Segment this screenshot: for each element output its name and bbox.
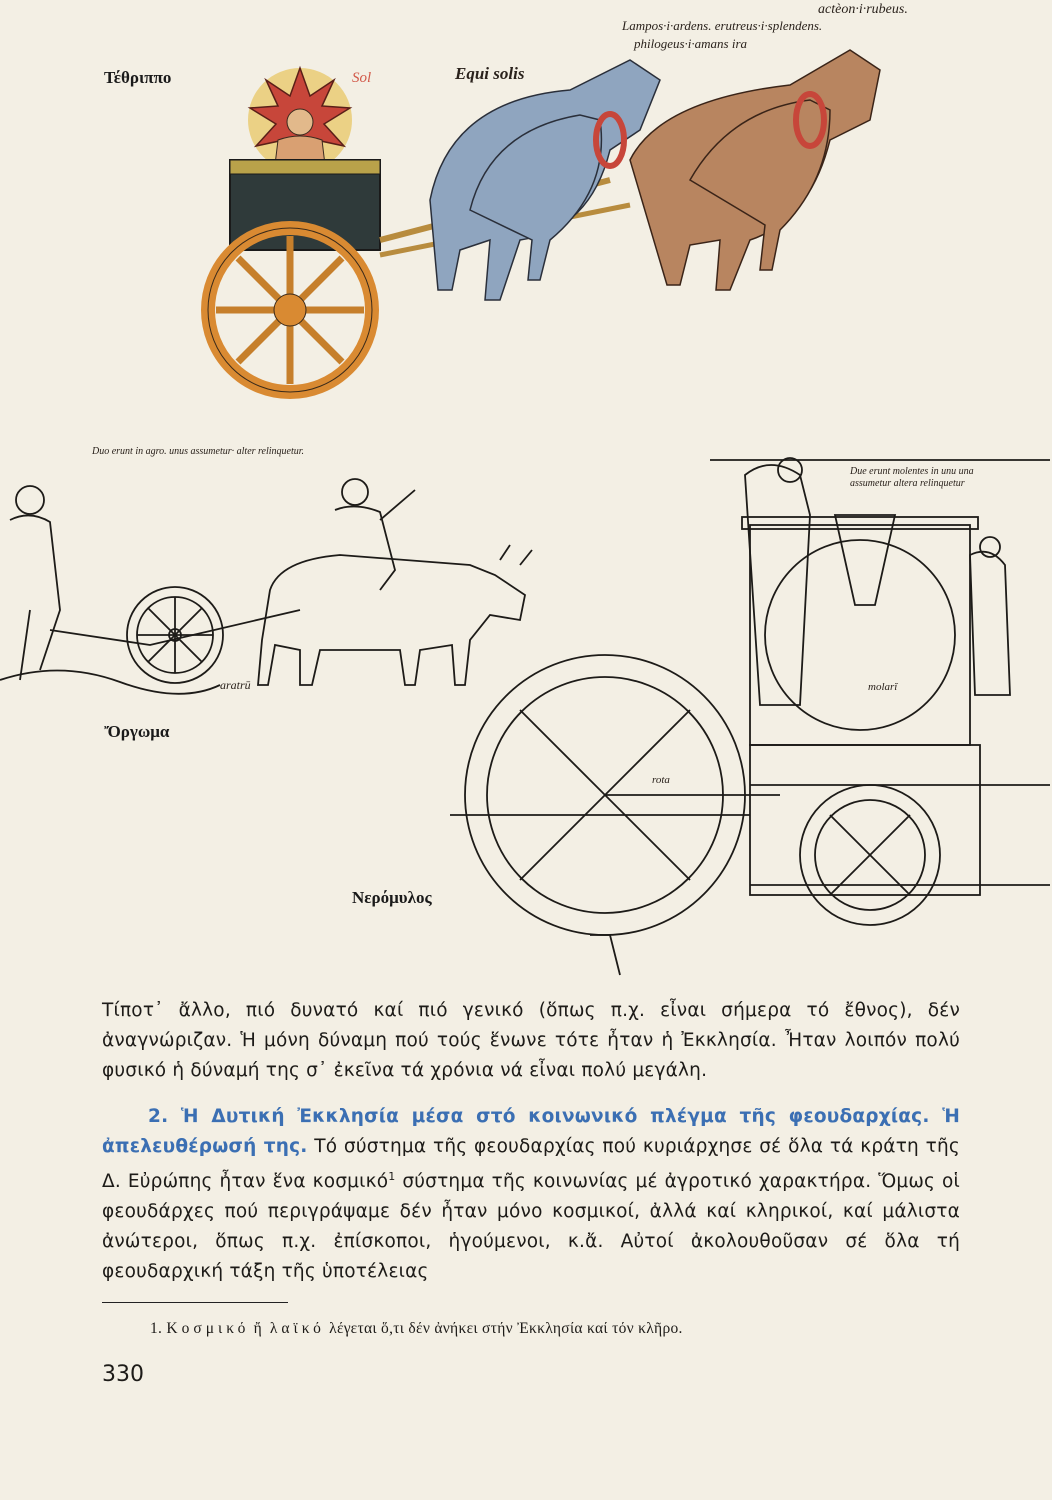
label-equi-solis: Equi solis — [455, 64, 525, 83]
caption-tethrippo: Τέθριππο — [104, 68, 172, 87]
label-aratrum: aratrū — [220, 678, 251, 692]
footnote-divider — [102, 1302, 288, 1303]
footnote-number: 1. — [150, 1320, 163, 1337]
chariot-wheel — [208, 228, 372, 392]
label-mill-caption: Due erunt molentes in unu una assumetur altera relinquetur — [850, 466, 974, 489]
label-horse-names-1: actèon·i·rubeus. — [818, 2, 908, 17]
paragraph-2 — [102, 1102, 960, 1287]
blue-horses — [430, 60, 660, 300]
water-mill-illustration — [450, 455, 1050, 1000]
caption-neromylos: Νερόμυλος — [352, 888, 432, 907]
label-sol: Sol — [352, 70, 372, 86]
footnote-term-2: λαϊκό — [269, 1320, 325, 1337]
label-molaris: molarĭ — [868, 681, 898, 693]
paragraph-2-b: σύστημα τῆς κοινωνίας μέ ἀγροτικό χαρακτήρα. Ὅμως οἱ φεουδάρχες πού περιγράψαμε δέν ἦταν μόνο κοσμικοί, ἀλλά καί κληρικοί, καί μάλιστα ἀνώτεροι, ὅπως π.χ. ἐπίσκοποι, ἡγούμενοι, κ.ἄ. Αὐτοί ἀκολουθοῦσαν σέ ὅλα τή φεουδαρχική τάξη τῆς ὑποτέλειας — [102, 1171, 960, 1283]
footnote-ref: 1 — [388, 1170, 396, 1183]
body-text — [102, 996, 960, 1287]
sun-chariot-illustration — [190, 40, 970, 420]
footnote — [150, 1320, 683, 1338]
footnote-or: ἤ — [253, 1320, 266, 1337]
caption-orgoma: Ὄργωμα — [104, 722, 170, 741]
paragraph-2-a: Τό σύστημα τῆς φεουδαρχίας πού κυριάρχησε σέ ὅλα τά κράτη τῆς Δ. Εὐρώπης ἦταν ἕνα κοσμικό — [102, 1136, 960, 1193]
label-rota: rota — [652, 774, 670, 786]
footnote-text: λέγεται ὅ,τι δέν ἀνήκει στήν Ἐκκλησία καί τόν κλῆρο. — [329, 1320, 683, 1337]
section-heading: 2. Ἡ Δυτική Ἐκκλησία μέσα στό κοινωνικό πλέγμα τῆς φεουδαρχίας. Ἡ ἀπελευθέρωσή της. — [102, 1106, 960, 1157]
label-horse-names-2: Lampos·i·ardens. erutreus·i·splendens. — [622, 18, 823, 33]
page-number: 330 — [102, 1362, 144, 1387]
label-horse-names-3: philogeus·i·amans ira — [634, 36, 748, 51]
paragraph-1: Τίποτ᾽ ἄλλο, πιό δυνατό καί πιό γενικό (ὅπως π.χ. εἶναι σήμερα τό ἔθνος), δέν ἀναγνώριζαν. Ἡ μόνη δύναμη πού τούς ἕνωνε τότε ἦταν ἡ Ἐκκλησία. Ἦταν λοιπόν πολύ φυσικό ἡ δύναμή της σ᾽ ἐκεῖνα τά χρόνια νά εἶναι πολύ μεγάλη. — [102, 1000, 960, 1081]
brown-horses — [630, 50, 880, 290]
label-plough-caption: Duo erunt in agro. unus assumetur· alter relinquetur. — [92, 446, 305, 457]
footnote-term-1: Κοσμικό — [166, 1320, 250, 1337]
